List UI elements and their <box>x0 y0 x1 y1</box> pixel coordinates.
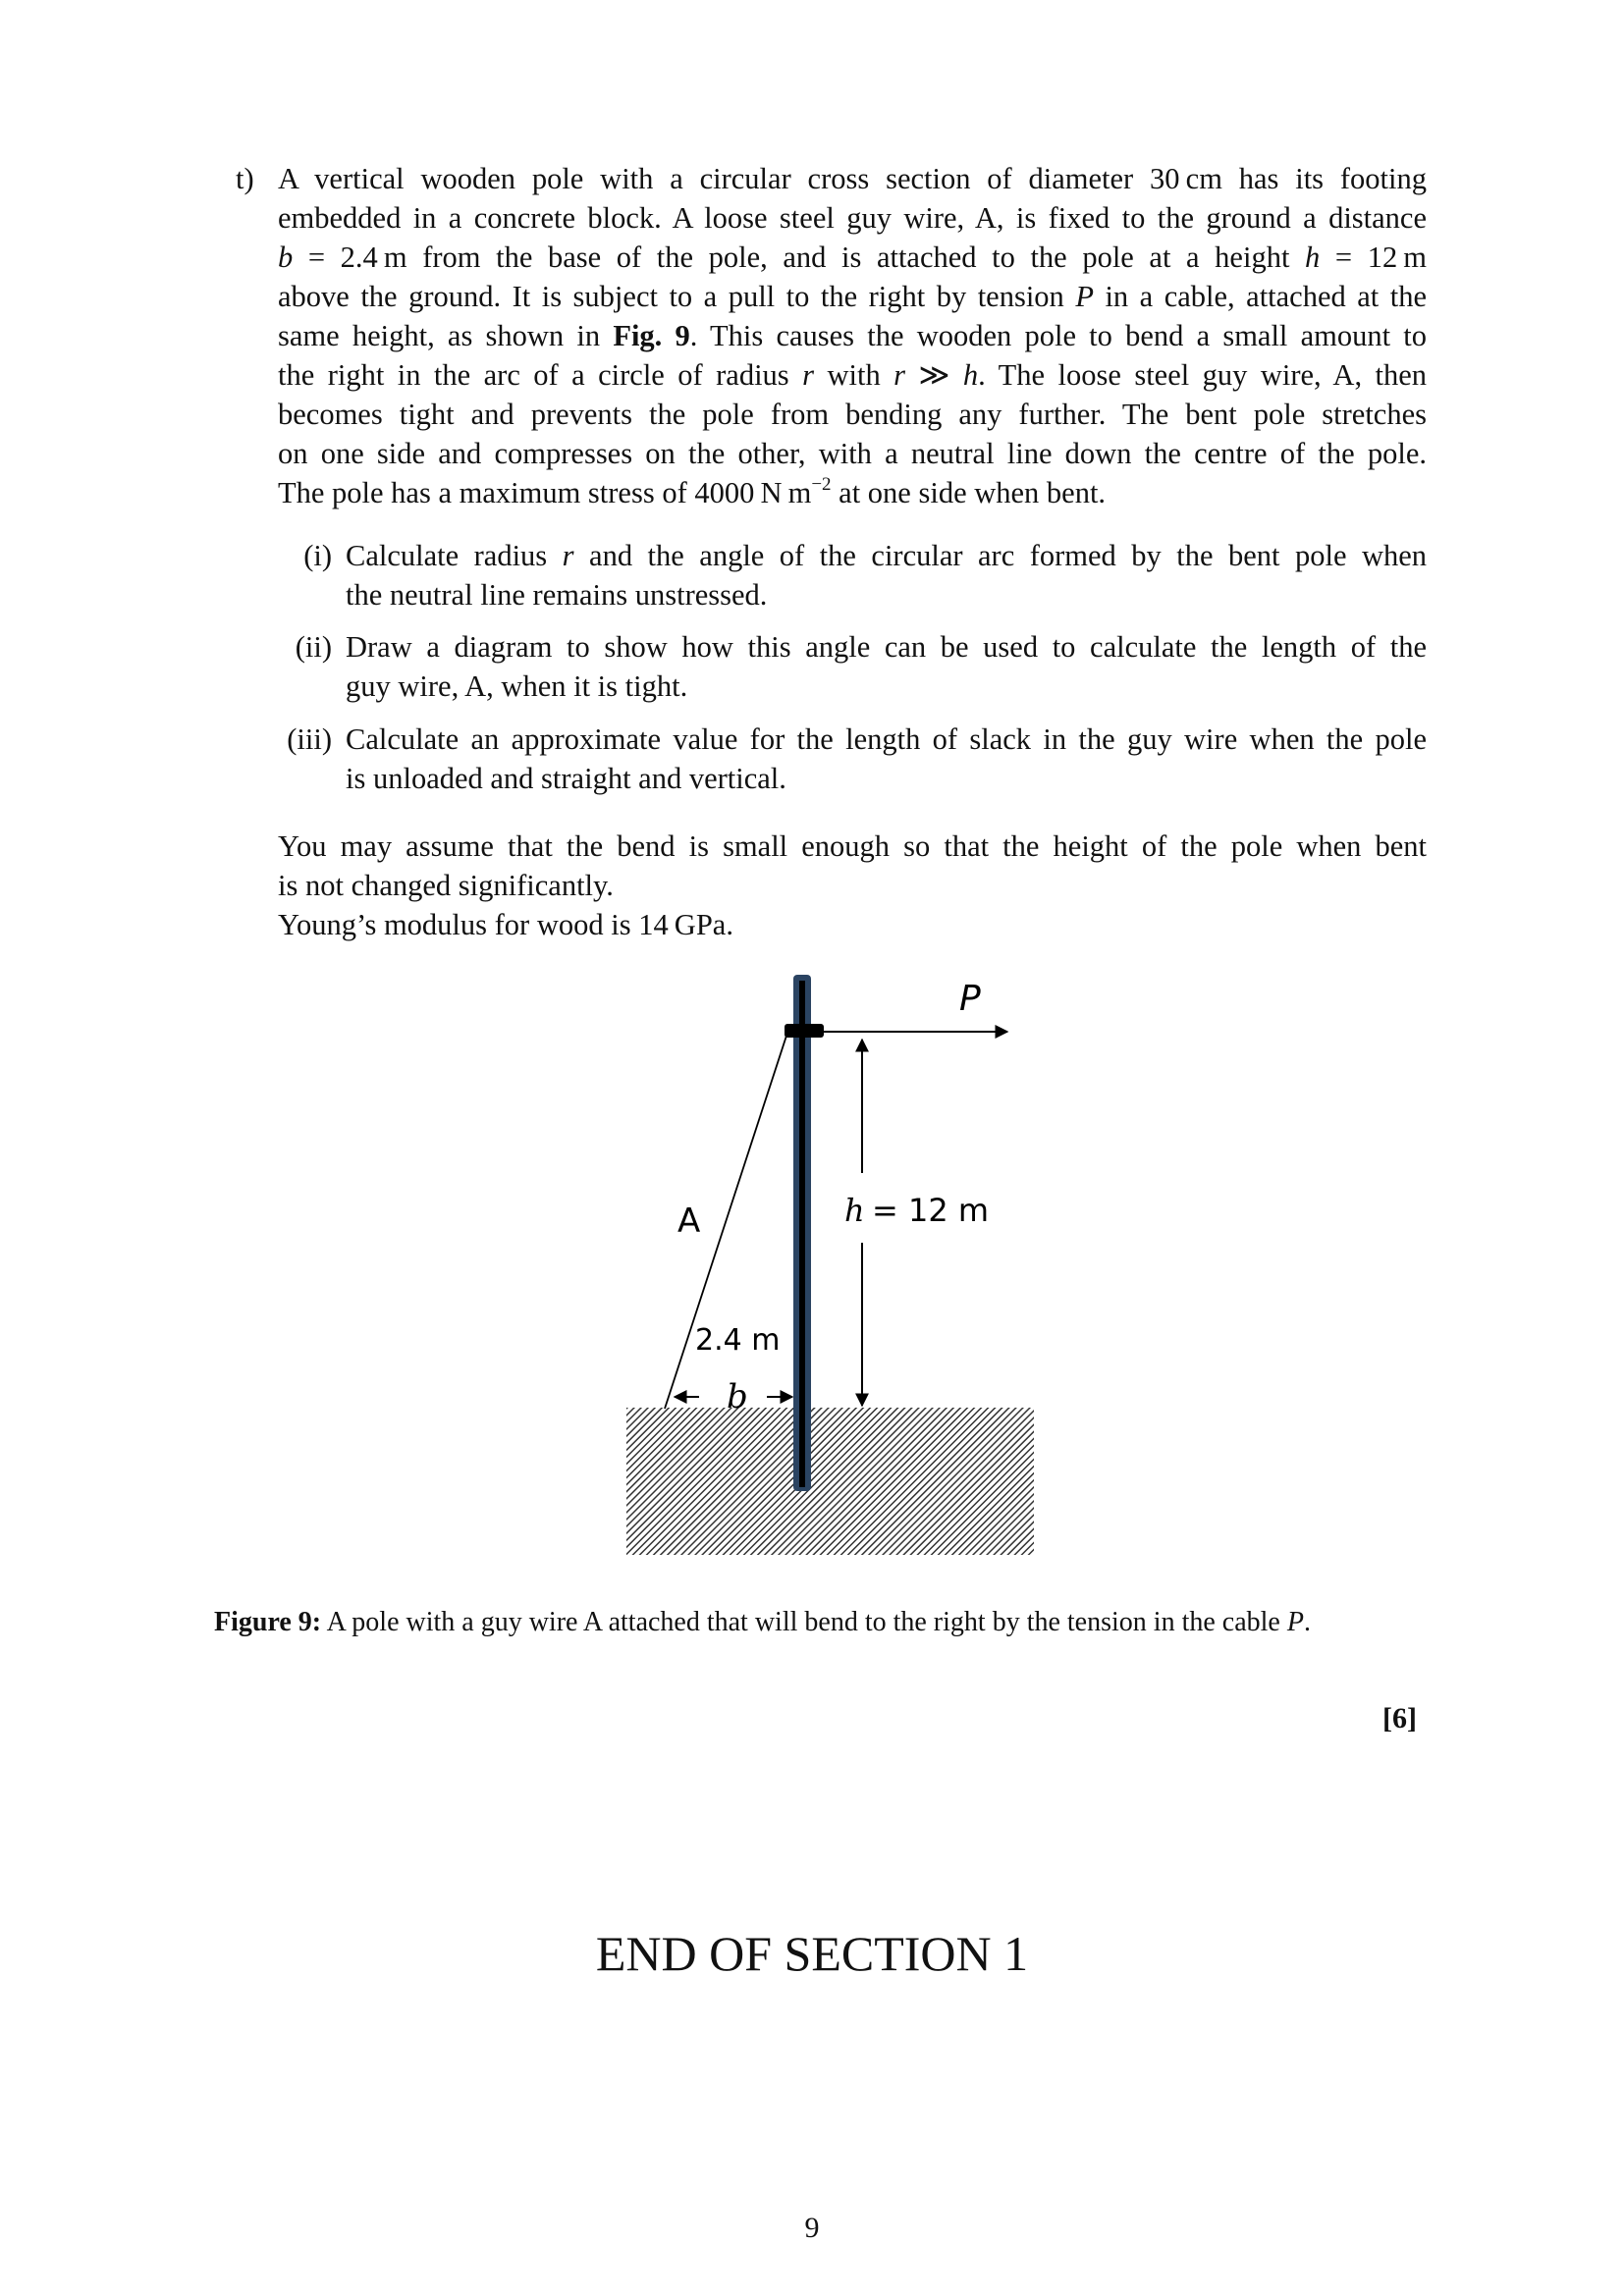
caption-end: . <box>1303 1607 1311 1637</box>
var-r: r <box>802 358 815 392</box>
h-value: = 12 m <box>1334 240 1427 274</box>
label-A: A <box>677 1201 701 1241</box>
line-5-tail: . This causes the wooden pole to bend a small amount to <box>689 319 1427 352</box>
part-i-text-a: Calculate radius <box>346 539 548 572</box>
paragraph-line-1: A vertical wooden pole with a circular cross section of diameter 30 cm has its footing <box>278 162 1427 195</box>
line-4-tail: in a cable, attached at the <box>1105 280 1427 313</box>
end-of-section-heading: END OF SECTION 1 <box>595 1926 1029 1981</box>
part-iii-line-1: Calculate an approximate value for the length of slack in the guy wire when the pole <box>346 722 1427 756</box>
part-i-label: (i) <box>303 539 332 572</box>
paragraph-line-2: embedded in a concrete block. A loose steel guy wire, A, is fixed to the ground a distance <box>278 201 1427 235</box>
var-P: P <box>1075 280 1094 313</box>
part-iii-label: (iii) <box>287 722 332 756</box>
var-h: h <box>1305 240 1321 274</box>
caption-label: Figure 9: <box>214 1607 322 1637</box>
part-ii-line-1: Draw a diagram to show how this angle can be used to calculate the length of the <box>346 630 1427 664</box>
caption-text: A pole with a guy wire A attached that will bend to the right by the tension in the cable <box>326 1607 1280 1637</box>
paragraph-line-7: becomes tight and prevents the pole from bending any further. The bent pole stretches <box>278 398 1427 431</box>
label-h-value: = 12 m <box>872 1192 990 1229</box>
line-4-text: above the ground. It is subject to a pull to the right by tension <box>278 280 1064 313</box>
stress-exponent: −2 <box>811 473 832 495</box>
pole-inner <box>799 981 805 1487</box>
var-r-2: r <box>893 358 906 392</box>
note-line-3: Young’s modulus for wood is 14 GPa. <box>278 908 733 941</box>
label-b: b <box>727 1377 748 1416</box>
line-9-tail: at one side when bent. <box>839 476 1107 509</box>
figure-reference: Fig. 9 <box>613 319 690 352</box>
label-h: h <box>844 1192 865 1229</box>
paragraph-line-8: on one side and compresses on the other, with a neutral line down the centre of the pole. <box>278 437 1427 470</box>
part-i-line-2: the neutral line remains unstressed. <box>346 578 768 612</box>
part-ii-label: (ii) <box>295 630 332 664</box>
part-i-text-b: and the angle of the circular arc formed by the bent pole when <box>589 539 1427 572</box>
much-greater-symbol: ≫ <box>918 358 950 392</box>
note-line-2: is not changed significantly. <box>278 869 614 902</box>
page-number: 9 <box>804 2212 820 2244</box>
note-line-1: You may assume that the bend is small enough so that the height of the pole when bent <box>278 829 1427 863</box>
var-b: b <box>278 240 294 274</box>
line-3-text: = 2.4 m from the base of the pole, and is attached to the pole at a height <box>307 240 1290 274</box>
question-label: t) <box>236 162 254 195</box>
line-5-text: same height, as shown in <box>278 319 601 352</box>
ground-hatched <box>626 1408 1034 1555</box>
caption-var-P: P <box>1286 1607 1304 1637</box>
line-9-text: The pole has a maximum stress of 4000 N m <box>278 476 812 509</box>
clamp <box>785 1024 824 1038</box>
line-6-text: the right in the arc of a circle of radius <box>278 358 789 392</box>
part-iii-line-2: is unloaded and straight and vertical. <box>346 762 786 795</box>
figure-caption <box>214 1604 1311 1641</box>
marks: [6] <box>1382 1702 1417 1735</box>
var-h-2: h <box>962 358 979 392</box>
with-word: with <box>827 358 881 392</box>
part-i-var-r: r <box>562 539 574 572</box>
part-ii-line-2: guy wire, A, when it is tight. <box>346 669 688 703</box>
line-6-tail: . The loose steel guy wire, A, then <box>978 358 1427 392</box>
label-P: P <box>959 979 981 1019</box>
label-base-value: 2.4 m <box>695 1323 781 1358</box>
